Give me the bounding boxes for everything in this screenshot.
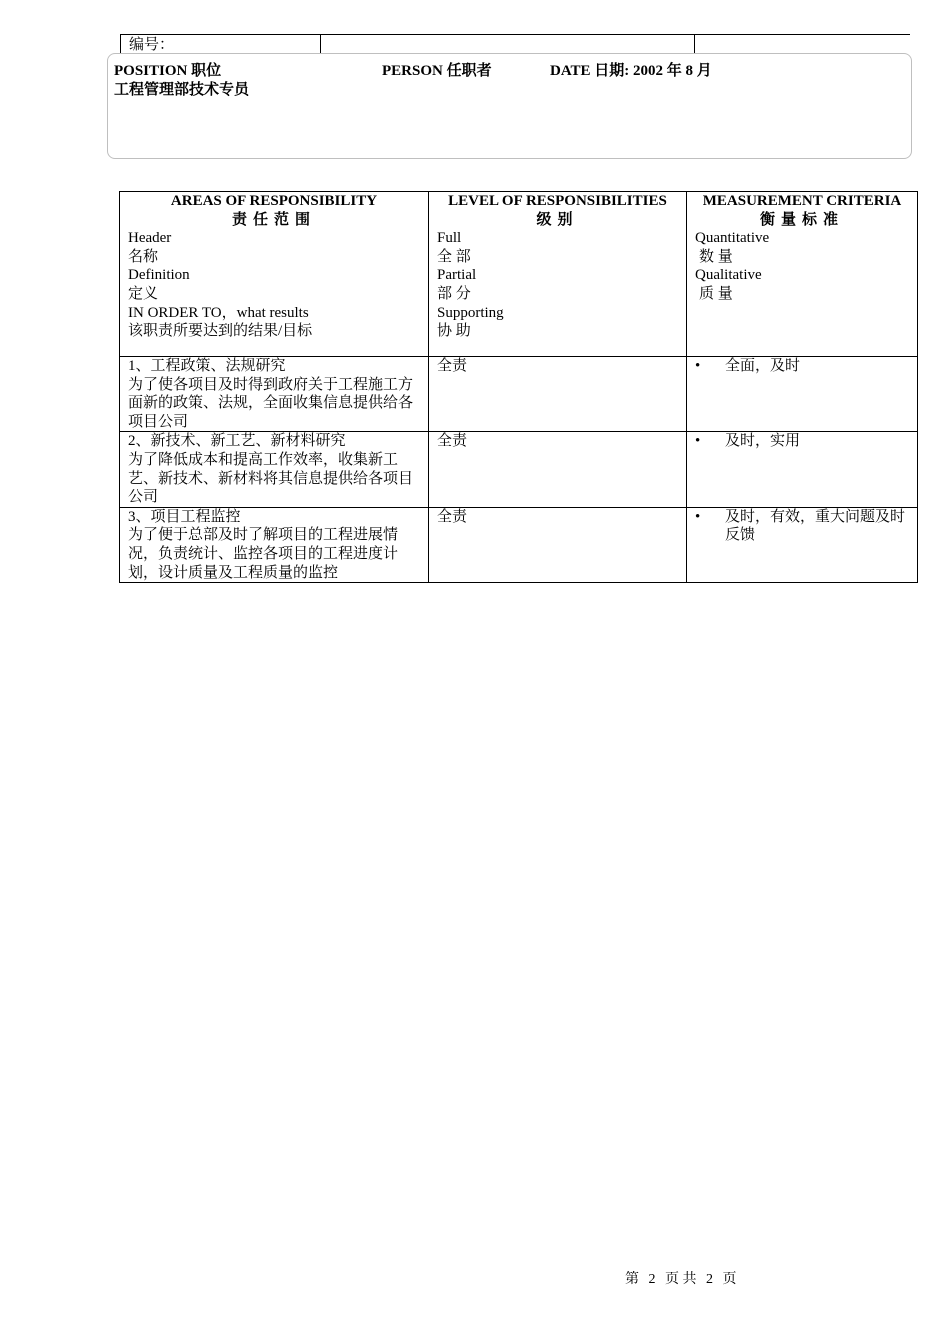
table-header-row bbox=[120, 192, 918, 357]
legend-line: Supporting bbox=[437, 304, 504, 321]
legend-line: 协 助 bbox=[437, 323, 471, 340]
legend-line: Quantitative bbox=[695, 230, 770, 247]
criteria-cell bbox=[687, 357, 918, 432]
page-suffix: 页 bbox=[722, 1272, 737, 1287]
legend-line: 名称 bbox=[128, 248, 159, 265]
criteria-text: 及时，有效，重大问题及时反馈 bbox=[725, 508, 906, 544]
header-cell-areas bbox=[120, 192, 429, 357]
legend-line: Header bbox=[128, 230, 172, 247]
header-cell-criteria bbox=[687, 192, 918, 357]
legend-line: IN ORDER TO，what results bbox=[128, 304, 309, 321]
position-info-box bbox=[107, 53, 912, 159]
legend-line: 质 量 bbox=[699, 285, 733, 302]
bullet-icon: • bbox=[695, 508, 701, 525]
criteria-text: 全面，及时 bbox=[725, 358, 801, 374]
page-mid: 页 共 bbox=[665, 1272, 697, 1287]
bullet-icon: • bbox=[695, 358, 701, 374]
area-title: 2、新技术、新工艺、新材料研究 bbox=[128, 433, 346, 450]
page-prefix: 第 bbox=[625, 1272, 639, 1287]
column-title-en: LEVEL OF RESPONSIBILITIES bbox=[448, 193, 667, 209]
bullet-icon: • bbox=[695, 433, 701, 450]
legend-line: Qualitative bbox=[695, 267, 762, 284]
area-title: 3、项目工程监控 bbox=[128, 508, 241, 525]
column-title-cn: 衡量标准 bbox=[759, 211, 844, 228]
grid-divider bbox=[694, 35, 695, 53]
table-row bbox=[120, 432, 918, 507]
area-title: 1、工程政策、法规研究 bbox=[128, 358, 286, 374]
table-row bbox=[120, 357, 918, 432]
page-current: 2 bbox=[648, 1272, 656, 1287]
column-title-cn: 责任范围 bbox=[231, 211, 316, 228]
person-label: PERSON 任职者 bbox=[382, 63, 492, 79]
legend-line: Partial bbox=[437, 267, 477, 284]
legend-line: 该职责所要达到的结果/目标 bbox=[128, 323, 313, 340]
level-cell bbox=[429, 507, 687, 582]
header-cell-level bbox=[429, 192, 687, 357]
position-label: POSITION 职位 bbox=[114, 63, 222, 79]
column-title-en: AREAS OF RESPONSIBILITY bbox=[170, 193, 378, 209]
legend-line: 全 部 bbox=[437, 248, 471, 265]
page-total: 2 bbox=[706, 1272, 713, 1287]
area-cell bbox=[120, 507, 429, 582]
legend-line: 部 分 bbox=[437, 285, 471, 302]
area-cell bbox=[120, 357, 429, 432]
criteria-text: 及时，实用 bbox=[725, 433, 801, 450]
document-number-grid bbox=[120, 34, 910, 53]
criteria-cell bbox=[687, 507, 918, 582]
column-title-en: MEASUREMENT CRITERIA bbox=[702, 193, 902, 209]
grid-divider bbox=[120, 35, 121, 53]
grid-divider bbox=[320, 35, 321, 53]
table-row bbox=[120, 507, 918, 582]
responsibility-table bbox=[119, 191, 918, 583]
area-description: 为了便于总部及时了解项目的工程进展情况，负责统计、监控各项目的工程进度计划，设计质量及工程质量的监控 bbox=[128, 527, 399, 581]
level-cell bbox=[429, 432, 687, 507]
page-number-footer bbox=[625, 1268, 743, 1288]
position-value: 工程管理部技术专员 bbox=[114, 82, 250, 98]
level-value: 全责 bbox=[437, 433, 468, 450]
area-cell bbox=[120, 432, 429, 507]
area-description: 为了降低成本和提高工作效率，收集新工艺、新技术、新材料将其信息提供给各项目公司 bbox=[128, 451, 414, 506]
legend-line: Full bbox=[437, 230, 462, 247]
criteria-cell bbox=[687, 432, 918, 507]
legend-line: Definition bbox=[128, 267, 190, 284]
legend-line: 数 量 bbox=[699, 248, 733, 265]
level-cell bbox=[429, 357, 687, 432]
date-label: DATE 日期: 2002 年 8 月 bbox=[550, 63, 712, 79]
legend-line: 定义 bbox=[128, 285, 159, 302]
level-value: 全责 bbox=[437, 508, 468, 525]
area-description: 为了使各项目及时得到政府关于工程施工方面新的政策、法规，全面收集信息提供给各项目公司 bbox=[128, 376, 414, 430]
column-title-cn: 级别 bbox=[536, 211, 579, 228]
level-value: 全责 bbox=[437, 358, 468, 374]
document-number-label: 编号： bbox=[129, 37, 175, 53]
